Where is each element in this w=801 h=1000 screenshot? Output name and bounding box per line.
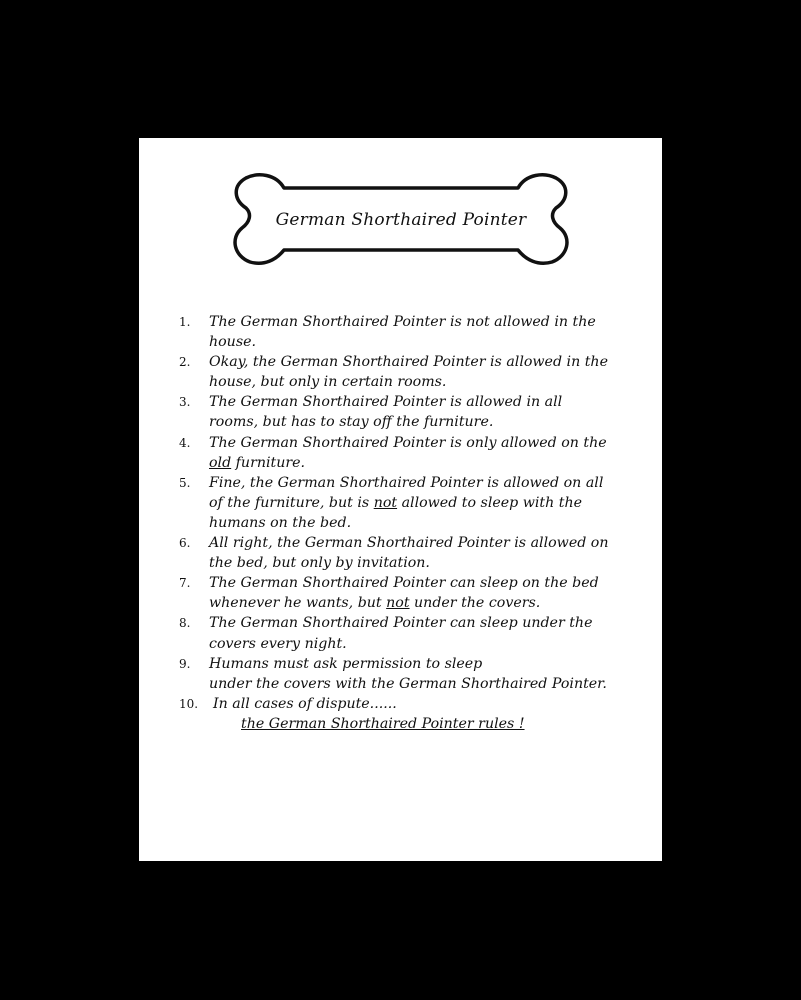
underlined-word: not	[386, 595, 410, 612]
rule-text-start: The German Shorthaired Pointer is only allowed on the	[209, 434, 607, 451]
final-rule-line: the German Shorthaired Pointer rules !	[241, 715, 525, 732]
rule-number: 4.	[179, 435, 191, 450]
rule-number: 6.	[179, 536, 191, 551]
rule-text-start: Fine, the German Shorthaired Pointer is allowed on all of the furniture, but is	[209, 474, 604, 511]
rule-item-6	[179, 533, 609, 573]
rule-item-9	[179, 654, 609, 694]
rule-item-7	[179, 573, 609, 613]
rule-text-end: under the covers.	[409, 595, 541, 612]
underlined-word: not	[373, 494, 398, 511]
rules-list	[179, 312, 609, 734]
rule-item-10	[179, 694, 609, 734]
dog-bone-icon	[226, 170, 576, 270]
rule-number: 9.	[179, 656, 191, 671]
rule-item-4	[179, 433, 609, 473]
rule-text-end: furniture.	[231, 454, 306, 471]
rule-number: 1.	[179, 315, 191, 329]
rule-item-3	[179, 392, 609, 432]
rule-text: All right, the German Shorthaired Pointer is allowed on the bed, but only by invitation.	[209, 535, 609, 572]
rule-text-start: The German Shorthaired Pointer can sleep on the bed whenever he wants, but	[209, 575, 599, 612]
rule-item-2	[179, 352, 609, 392]
rule-number: 10.	[179, 696, 199, 711]
rule-text-line2: under the covers with the German Shorthaired Pointer.	[209, 675, 607, 692]
rule-number: 2.	[179, 355, 191, 370]
rule-item-1	[179, 312, 609, 352]
rule-text-end: allowed to sleep with the humans on the bed.	[209, 494, 583, 531]
rule-item-8	[179, 613, 609, 653]
rule-text: The German Shorthaired Pointer can sleep under the covers every night.	[209, 615, 593, 652]
rule-text-line1: In all cases of dispute......	[213, 695, 397, 712]
rule-text: The German Shorthaired Pointer is not allowed in the house.	[209, 314, 596, 351]
rule-text-line1: Humans must ask permission to sleep	[209, 655, 483, 672]
underlined-word: old	[209, 454, 232, 471]
document-page	[139, 138, 662, 861]
rule-number: 7.	[179, 576, 191, 591]
document-title: German Shorthaired Pointer	[275, 210, 527, 230]
rule-item-5	[179, 473, 609, 533]
rule-text: The German Shorthaired Pointer is allowed in all rooms, but has to stay off the furniture.	[209, 394, 563, 431]
rule-number: 5.	[179, 475, 191, 490]
rule-text: Okay, the German Shorthaired Pointer is allowed in the house, but only in certain rooms.	[209, 354, 608, 391]
rule-number: 3.	[179, 395, 191, 410]
rule-number: 8.	[179, 616, 191, 631]
